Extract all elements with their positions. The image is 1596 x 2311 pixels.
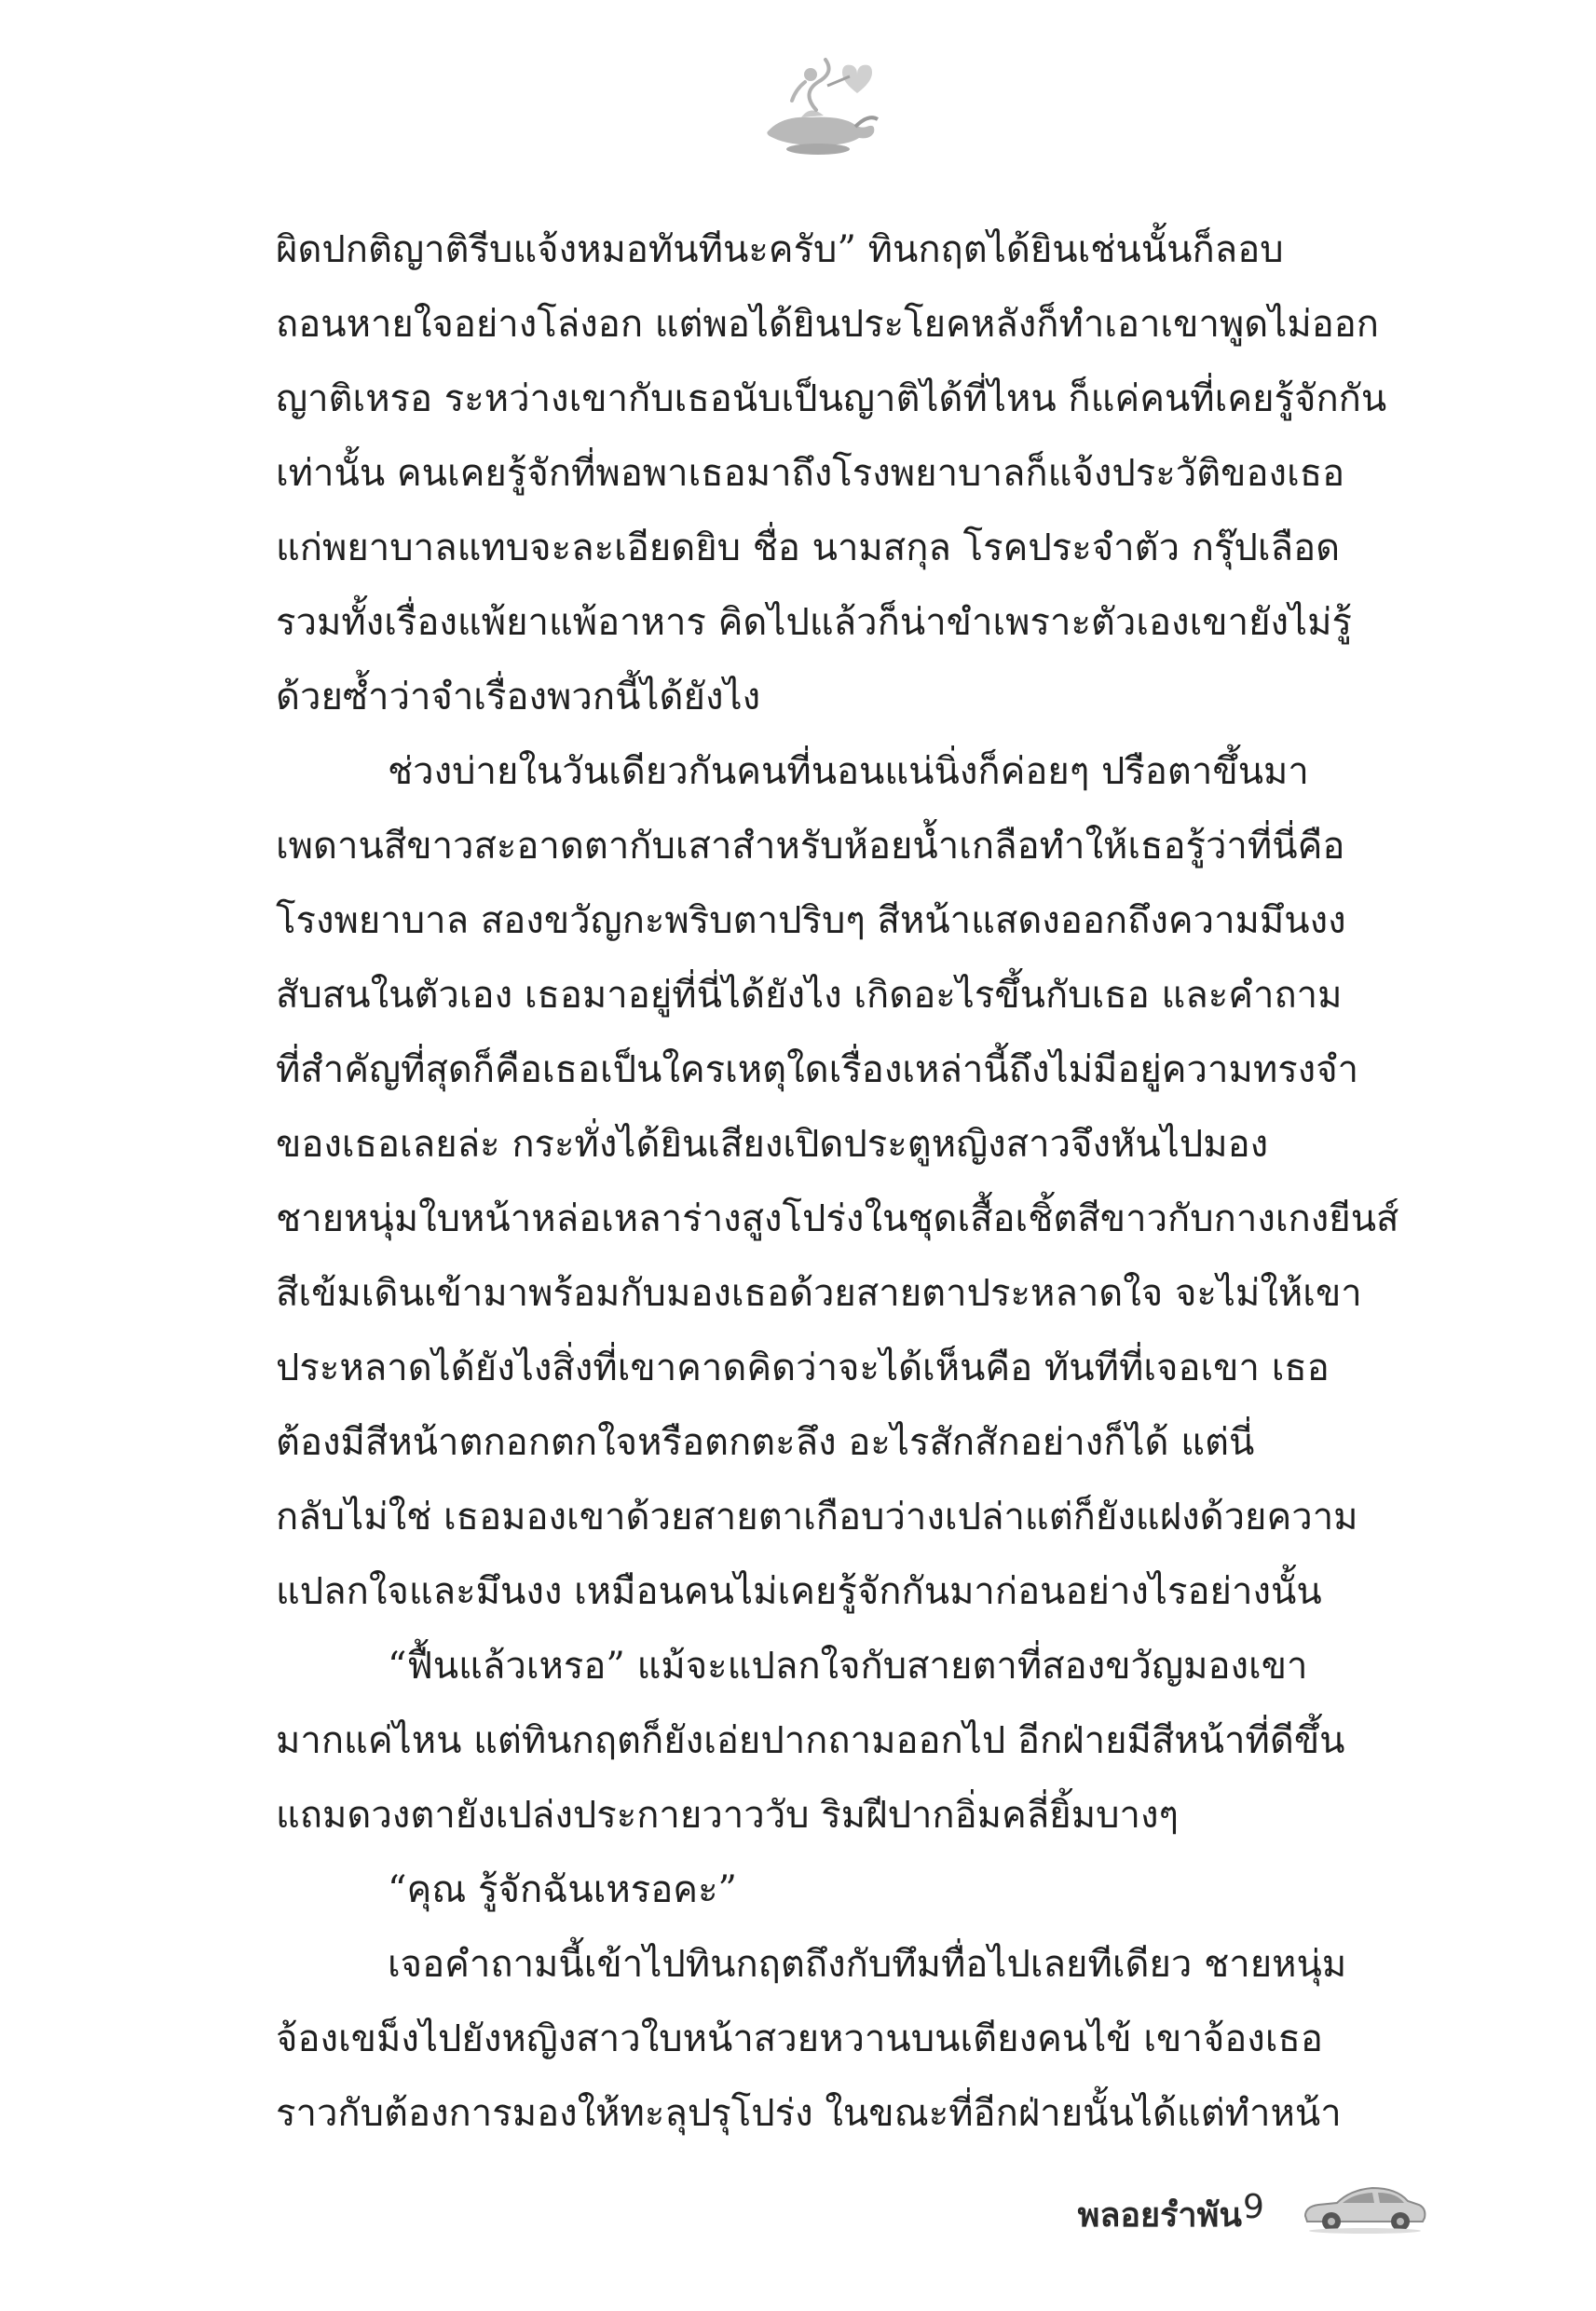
text-line: โรงพยาบาล สองขวัญกะพริบตาปริบๆ สีหน้าแสดงออกถึงความมึนงง xyxy=(276,899,1346,942)
text-line: เพดานสีขาวสะอาดตากับเสาสำหรับห้อยน้ำเกลือทำให้เธอรู้ว่าที่นี่คือ xyxy=(276,825,1345,868)
body-text xyxy=(276,212,1407,2151)
text-line: ราวกับต้องการมองให้ทะลุปรุโปร่ง ในขณะที่อีกฝ่ายนั้นได้แต่ทำหน้า xyxy=(276,2092,1342,2135)
text-line: แก่พยาบาลแทบจะละเอียดยิบ ชื่อ นามสกุล โรคประจำตัว กรุ๊ปเลือด xyxy=(276,526,1341,569)
text-line: ประหลาดได้ยังไงสิ่งที่เขาคาดคิดว่าจะได้เห็นคือ ทันทีที่เจอเขา เธอ xyxy=(276,1347,1330,1389)
genie-lamp-ornament-icon xyxy=(745,48,894,160)
text-line: แปลกใจและมึนงง เหมือนคนไม่เคยรู้จักกันมาก่อนอย่างไรอย่างนั้น xyxy=(276,1570,1322,1613)
text-line: ช่วงบ่ายในวันเดียวกันคนที่นอนแน่นิ่งก็ค่อยๆ ปรือตาขึ้นมา xyxy=(388,750,1309,793)
text-line: สับสนในตัวเอง เธอมาอยู่ที่นี่ได้ยังไง เกิดอะไรขึ้นกับเธอ และคำถาม xyxy=(276,974,1343,1017)
text-line: สีเข้มเดินเข้ามาพร้อมกับมองเธอด้วยสายตาประหลาดใจ จะไม่ให้เขา xyxy=(276,1272,1362,1315)
page-footer xyxy=(0,2171,1596,2255)
text-line: “ฟื้นแล้วเหรอ” แม้จะแปลกใจกับสายตาที่สองขวัญมองเขา xyxy=(388,1645,1308,1688)
text-line: แถมดวงตายังเปล่งประกายวาววับ ริมฝีปากอิ่มคลี่ยิ้มบางๆ xyxy=(276,1794,1179,1837)
text-line: ที่สำคัญที่สุดก็คือเธอเป็นใครเหตุใดเรื่องเหล่านี้ถึงไม่มีอยู่ความทรงจำ xyxy=(276,1048,1359,1091)
text-line: จ้องเขม็งไปยังหญิงสาวใบหน้าสวยหวานบนเตียงคนไข้ เขาจ้องเธอ xyxy=(276,2017,1323,2060)
text-line: “คุณ รู้จักฉันเหรอคะ” xyxy=(388,1868,737,1911)
text-line: เท่านั้น คนเคยรู้จักที่พอพาเธอมาถึงโรงพยาบาลก็แจ้งประวัติของเธอ xyxy=(276,452,1345,495)
text-line: ชายหนุ่มใบหน้าหล่อเหลาร่างสูงโปร่งในชุดเสื้อเชิ้ตสีขาวกับกางเกงยีนส์ xyxy=(276,1197,1399,1240)
text-line: มากแค่ไหน แต่ทินกฤตก็ยังเอ่ยปากถามออกไป อีกฝ่ายมีสีหน้าที่ดีขึ้น xyxy=(276,1719,1345,1762)
text-line: กลับไม่ใช่ เธอมองเขาด้วยสายตาเกือบว่างเปล่าแต่ก็ยังแฝงด้วยความ xyxy=(276,1496,1358,1538)
page-number: 9 xyxy=(1243,2188,1264,2226)
text-line: รวมทั้งเรื่องแพ้ยาแพ้อาหาร คิดไปแล้วก็น่าขำเพราะตัวเองเขายังไม่รู้ xyxy=(276,601,1352,644)
text-line: ด้วยซ้ำว่าจำเรื่องพวกนี้ได้ยังไง xyxy=(276,676,761,718)
text-line: ญาติเหรอ ระหว่างเขากับเธอนับเป็นญาติได้ที่ไหน ก็แค่คนที่เคยรู้จักกัน xyxy=(276,377,1387,420)
car-illustration-icon xyxy=(1300,2175,1430,2235)
text-line: ถอนหายใจอย่างโล่งอก แต่พอได้ยินประโยคหลังก็ทำเอาเขาพูดไม่ออก xyxy=(276,303,1380,346)
text-line: ผิดปกติญาติรีบแจ้งหมอทันทีนะครับ” ทินกฤตได้ยินเช่นนั้นก็ลอบ xyxy=(276,228,1284,271)
text-line: เจอคำถามนี้เข้าไปทินกฤตถึงกับทึมทื่อไปเลยทีเดียว ชายหนุ่ม xyxy=(388,1943,1347,1986)
text-line: ต้องมีสีหน้าตกอกตกใจหรือตกตะลึง อะไรสักสักอย่างก็ได้ แต่นี่ xyxy=(276,1421,1255,1464)
book-title: พลอยรำพัน xyxy=(1077,2196,1242,2235)
text-line: ของเธอเลยล่ะ กระทั่งได้ยินเสียงเปิดประตูหญิงสาวจึงหันไปมอง xyxy=(276,1123,1269,1166)
